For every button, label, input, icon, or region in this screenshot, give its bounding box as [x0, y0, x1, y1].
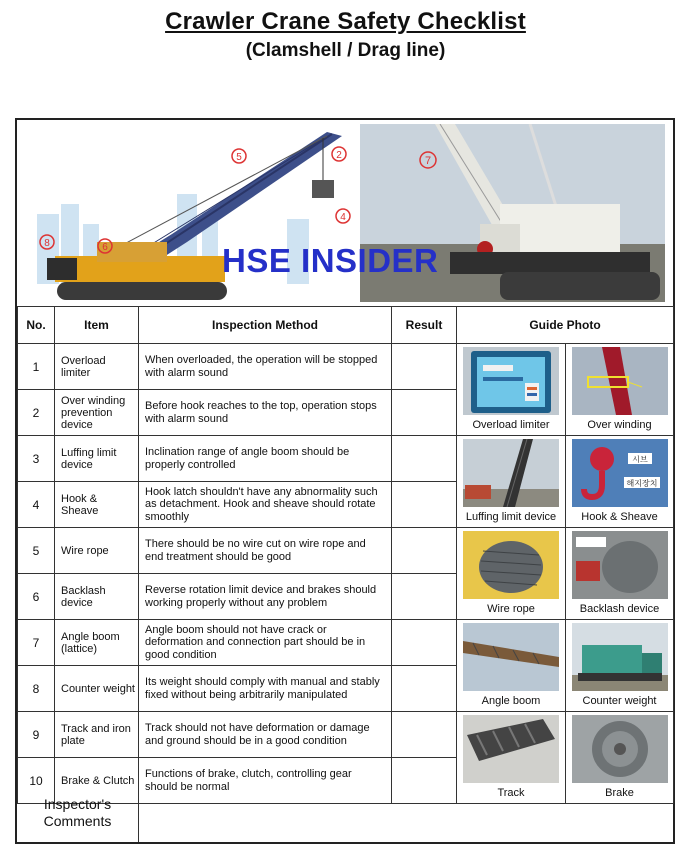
- row-number: 6: [18, 574, 55, 620]
- caption-luffing-limit: Luffing limit device: [465, 511, 557, 523]
- row-method: Functions of brake, clutch, controlling gear should be normal: [139, 758, 392, 804]
- checklist-sheet: [15, 118, 675, 844]
- table-row: [18, 344, 674, 390]
- table-row: [18, 528, 674, 574]
- caption-angle-boom: Angle boom: [481, 695, 541, 707]
- row-method: Angle boom should not have crack or deformation and connection part should be in good condition: [139, 620, 392, 666]
- row-number: 10: [18, 758, 55, 804]
- row-number: 5: [18, 528, 55, 574]
- luffing-limit-photo: [463, 439, 559, 507]
- marker-6: 6: [102, 242, 108, 253]
- result-cell[interactable]: [392, 344, 457, 390]
- caption-hook-sheave: Hook & Sheave: [581, 511, 658, 523]
- hse-insider-watermark: HSE INSIDER: [222, 242, 439, 279]
- header-guide-photo: Guide Photo: [457, 307, 674, 344]
- row-number: 7: [18, 620, 55, 666]
- photo-cell: [566, 528, 674, 620]
- photo-cell: [457, 528, 566, 620]
- marker-7: 7: [424, 155, 432, 167]
- hook-tag-sheave: 시브: [632, 455, 648, 464]
- row-number: 2: [18, 390, 55, 436]
- row-number: 1: [18, 344, 55, 390]
- caption-track: Track: [497, 787, 525, 799]
- caption-over-winding: Over winding: [587, 419, 652, 431]
- row-number: 4: [18, 482, 55, 528]
- row-method: Hook latch shouldn't have any abnormality such as detachment. Hook and sheave should rotate smoothly: [139, 482, 392, 528]
- caption-wire-rope: Wire rope: [487, 603, 535, 615]
- caption-brake: Brake: [605, 787, 634, 799]
- row-item: Overload limiter: [55, 344, 139, 390]
- angle-boom-photo: [463, 623, 559, 691]
- caption-backlash-device: Backlash device: [579, 603, 660, 615]
- photo-cell: [457, 620, 566, 712]
- row-item: Backlash device: [55, 574, 139, 620]
- header-item: Item: [55, 307, 139, 344]
- row-method: When overloaded, the operation will be stopped with alarm sound: [139, 344, 392, 390]
- row-number: 3: [18, 436, 55, 482]
- result-cell[interactable]: [392, 436, 457, 482]
- row-method: Inclination range of angle boom should be properly controlled: [139, 436, 392, 482]
- wire-rope-photo: [463, 531, 559, 599]
- backlash-device-photo: [572, 531, 668, 599]
- table-header-row: [18, 307, 674, 344]
- row-item: Counter weight: [55, 666, 139, 712]
- row-item: Hook & Sheave: [55, 482, 139, 528]
- row-method: Reverse rotation limit device and brakes should working properly without any problem: [139, 574, 392, 620]
- header-no: No.: [18, 307, 55, 344]
- photo-cell: [457, 344, 566, 436]
- caption-counter-weight: Counter weight: [582, 695, 657, 707]
- row-item: Brake & Clutch: [55, 758, 139, 804]
- checklist-table: [17, 306, 674, 804]
- photo-cell: [566, 712, 674, 804]
- crane-illustration-area: [17, 120, 673, 306]
- row-method: There should be no wire cut on wire rope and end treatment should be good: [139, 528, 392, 574]
- row-method: Its weight should comply with manual and stably fixed without being arbitrarily manipulated: [139, 666, 392, 712]
- row-number: 9: [18, 712, 55, 758]
- result-cell[interactable]: [392, 390, 457, 436]
- inspector-comments-label: Inspector's Comments: [17, 784, 139, 842]
- hook-tag-latch: 해지장치: [626, 479, 658, 488]
- marker-8: 8: [44, 238, 50, 249]
- result-cell[interactable]: [392, 666, 457, 712]
- row-item: Wire rope: [55, 528, 139, 574]
- result-cell[interactable]: [392, 528, 457, 574]
- counter-weight-photo: [572, 623, 668, 691]
- result-cell[interactable]: [392, 620, 457, 666]
- row-number: 8: [18, 666, 55, 712]
- header-result: Result: [392, 307, 457, 344]
- marker-2: 2: [336, 150, 342, 161]
- header-method: Inspection Method: [139, 307, 392, 344]
- row-item: Over winding prevention device: [55, 390, 139, 436]
- marker-4: 4: [340, 212, 346, 223]
- result-cell[interactable]: [392, 482, 457, 528]
- over-winding-photo: [572, 347, 668, 415]
- hook-sheave-photo: [572, 439, 668, 507]
- photo-cell: [457, 712, 566, 804]
- caption-overload-limiter: Overload limiter: [472, 419, 550, 431]
- row-item: Angle boom (lattice): [55, 620, 139, 666]
- photo-cell: [566, 436, 674, 528]
- track-photo: [463, 715, 559, 783]
- brake-photo: [572, 715, 668, 783]
- row-item: Luffing limit device: [55, 436, 139, 482]
- result-cell[interactable]: [392, 574, 457, 620]
- row-item: Track and iron plate: [55, 712, 139, 758]
- result-cell[interactable]: [392, 712, 457, 758]
- table-row: [18, 712, 674, 758]
- table-row: [18, 436, 674, 482]
- overload-limiter-photo: [463, 347, 559, 415]
- table-row: [18, 620, 674, 666]
- page-title: Crawler Crane Safety Checklist: [165, 8, 526, 35]
- photo-cell: [566, 344, 674, 436]
- result-cell[interactable]: [392, 758, 457, 804]
- row-method: Before hook reaches to the top, operation stops with alarm sound: [139, 390, 392, 436]
- page-subtitle: (Clamshell / Drag line): [245, 40, 446, 61]
- photo-cell: [566, 620, 674, 712]
- marker-5: 5: [236, 152, 242, 163]
- photo-cell: [457, 436, 566, 528]
- row-method: Track should not have deformation or damage and ground should be in a good condition: [139, 712, 392, 758]
